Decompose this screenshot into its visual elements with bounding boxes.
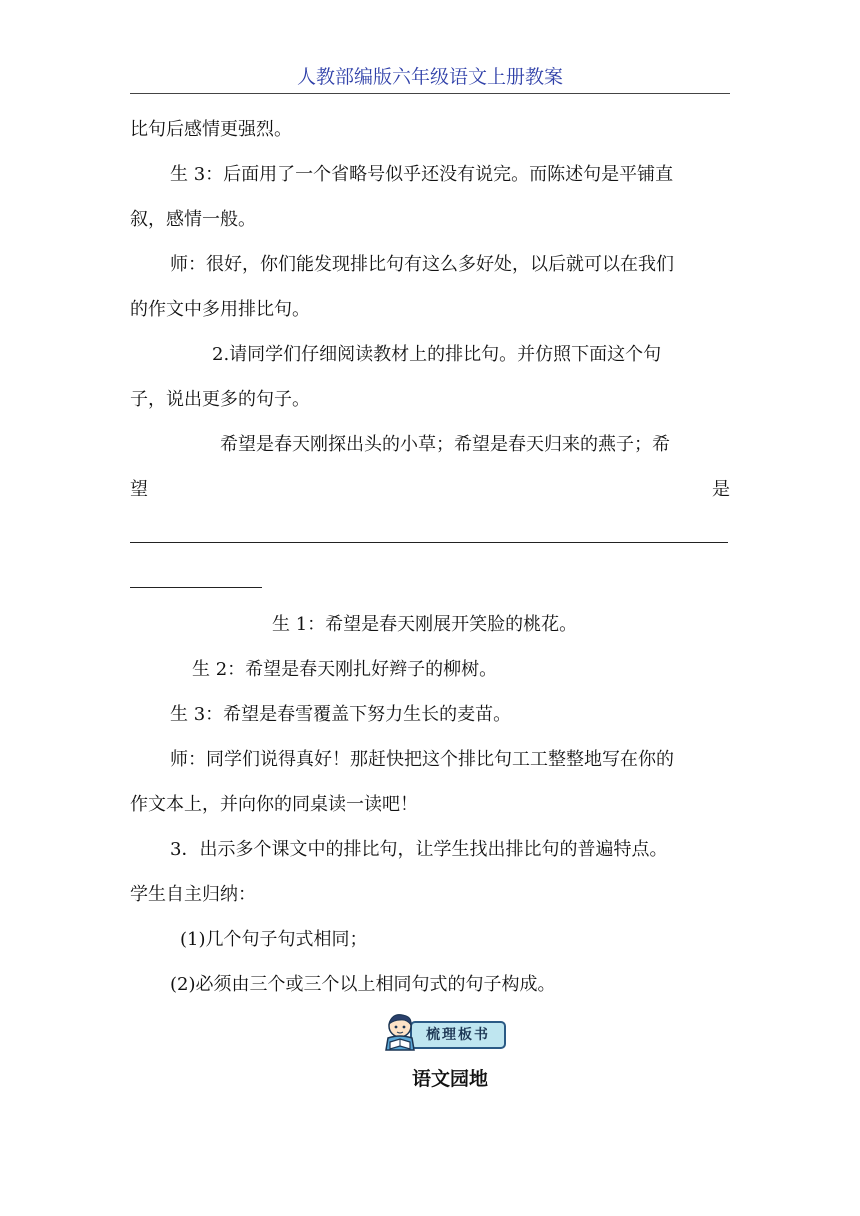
text-line: 2.请同学们仔细阅读教材上的排比句。并仿照下面这个句 [212,344,662,365]
text-line: 生 1：希望是春天刚展开笑脸的桃花。 [272,614,578,635]
text-line: 希望是春天刚探出头的小草；希望是春天归来的燕子；希 [220,434,670,455]
text-line: 师：同学们说得真好！那赶快把这个排比句工工整整地写在你的 [170,749,674,770]
student-reading-icon [380,1012,422,1052]
text-line: 师：很好，你们能发现排比句有这么多好处，以后就可以在我们 [170,254,674,275]
text-line: 子，说出更多的句子。 [130,389,310,410]
text-line: 比句后感情更强烈。 [130,119,292,140]
badge-label: 梳理板书 [410,1021,506,1049]
text-line: 生 3：后面用了一个省略号似乎还没有说完。而陈述句是平铺直 [170,164,674,185]
text-line: 的作文中多用排比句。 [130,299,310,320]
text-line-justified [130,478,730,502]
text-line: 生 3：希望是春雪覆盖下努力生长的麦苗。 [170,704,512,725]
text-line: (2)必须由三个或三个以上相同句式的句子构成。 [170,974,556,995]
text-fragment: 望 [130,479,148,500]
text-fragment: 是 [712,479,730,500]
section-badge [380,1012,506,1052]
fill-in-blank-line [130,542,728,543]
section-title: 语文园地 [411,1068,488,1090]
text-line: 作文本上，并向你的同桌读一读吧！ [130,794,418,815]
text-line: 3．出示多个课文中的排比句，让学生找出排比句的普遍特点。 [170,839,668,860]
text-line: 生 2：希望是春天刚扎好辫子的柳树。 [192,659,498,680]
text-line: 叙，感情一般。 [130,209,256,230]
page-header: 人教部编版六年级语文上册教案 [130,62,730,94]
text-line: (1)几个句子句式相同； [180,929,368,950]
fill-in-blank-line [130,587,262,588]
text-line: 学生自主归纳： [130,884,256,905]
